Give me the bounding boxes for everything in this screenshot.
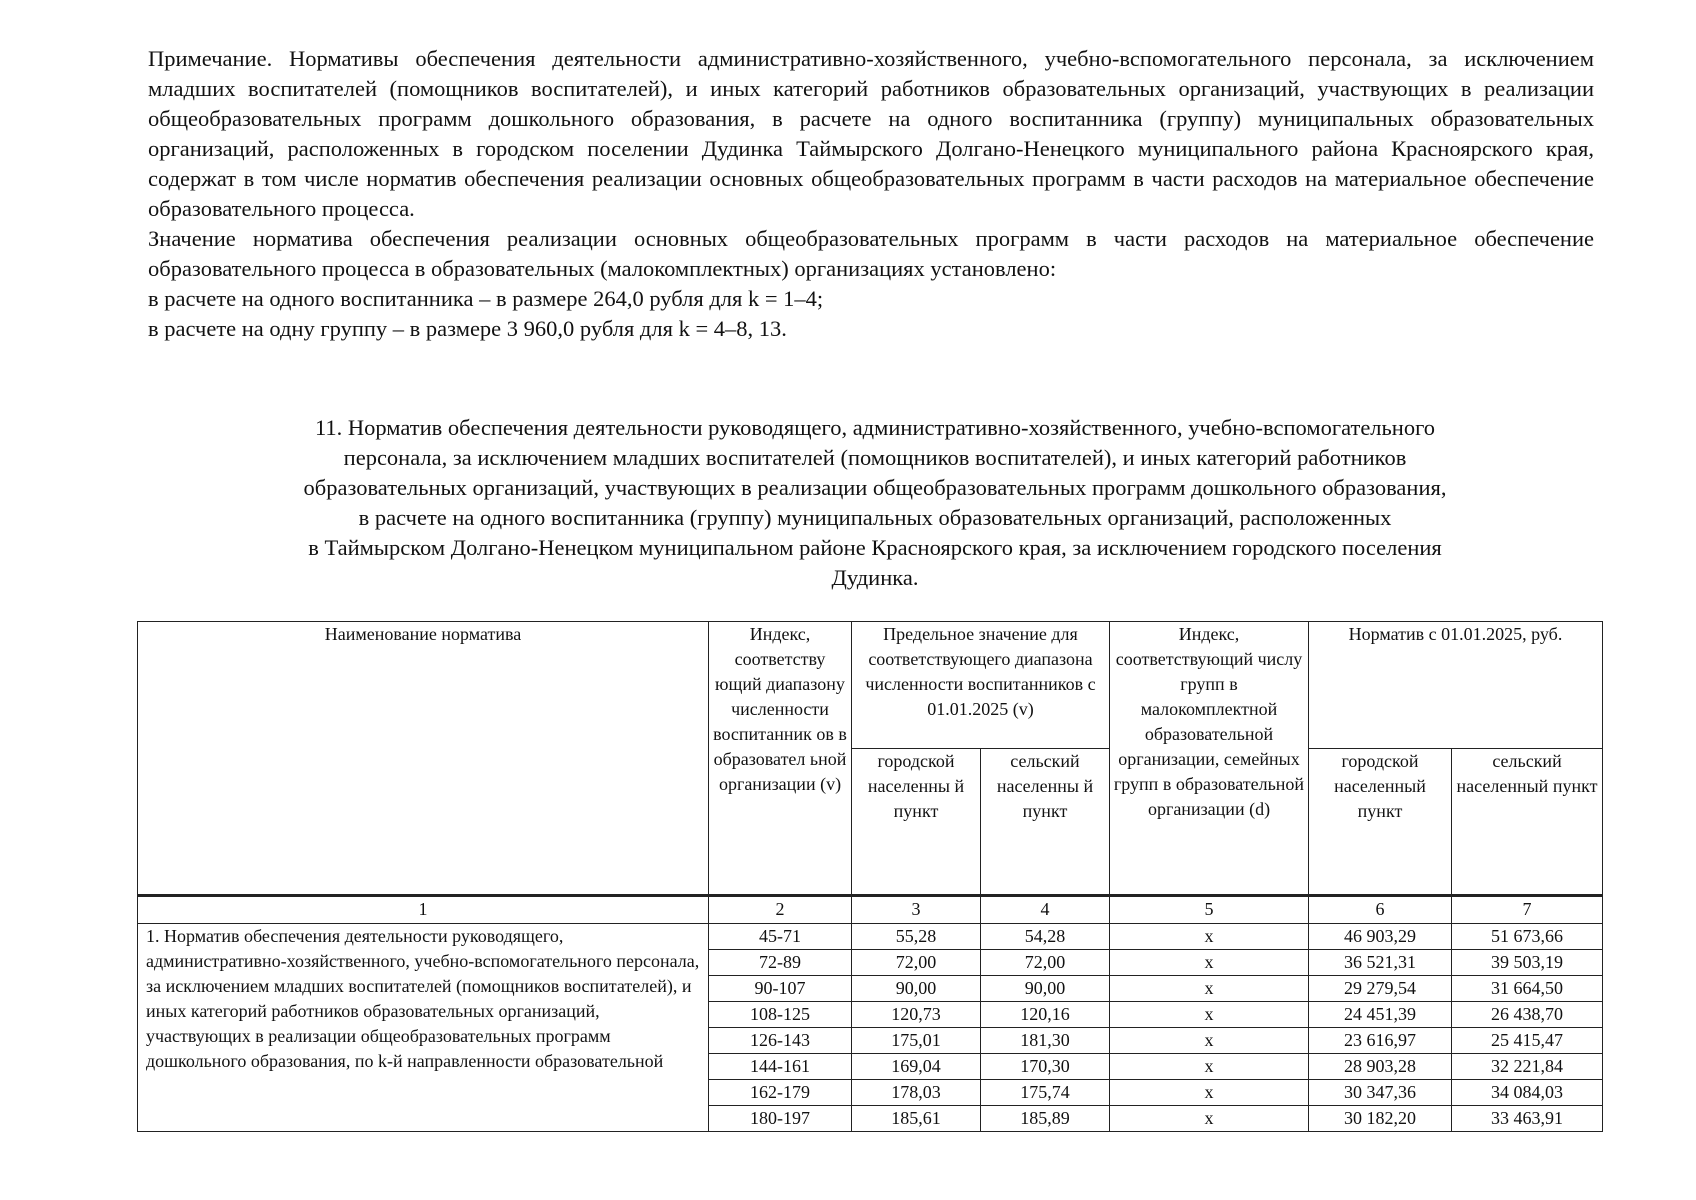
note-paragraph: в расчете на одну группу – в размере 3 960,0 рубля для k = 4–8, 13. (148, 316, 787, 341)
section-title (205, 413, 1545, 593)
cell-index-groups: x (1110, 1028, 1309, 1054)
cell-limit-urban: 185,61 (852, 1106, 981, 1132)
cell-limit-urban: 169,04 (852, 1054, 981, 1080)
header-index-groups: Индекс, соответствующий числу групп в малокомплектной образовательной организации, семейных групп в образовательной организации (d) (1110, 622, 1309, 896)
cell-limit-rural: 90,00 (981, 976, 1110, 1002)
cell-limit-rural: 72,00 (981, 950, 1110, 976)
section-title-line: 11. Норматив обеспечения деятельности руководящего, административно-хозяйственного, учебно-вспомогательного (314, 415, 1436, 440)
cell-index-range: 144-161 (709, 1054, 852, 1080)
cell-norm-rural: 32 221,84 (1452, 1054, 1603, 1080)
cell-limit-rural: 54,28 (981, 924, 1110, 950)
note-block (148, 44, 1594, 344)
cell-norm-rural: 39 503,19 (1452, 950, 1603, 976)
table-row (138, 924, 1603, 950)
cell-index-groups: x (1110, 1080, 1309, 1106)
cell-limit-urban: 120,73 (852, 1002, 981, 1028)
header-norm-urban: городской населенный пункт (1309, 749, 1452, 896)
cell-limit-rural: 181,30 (981, 1028, 1110, 1054)
cell-index-groups: x (1110, 1054, 1309, 1080)
cell-norm-rural: 51 673,66 (1452, 924, 1603, 950)
section-title-line: в расчете на одного воспитанника (группу) муниципальных образовательных организаций, расположенных (358, 505, 1392, 530)
row-name-cell: 1. Норматив обеспечения деятельности руководящего, административно-хозяйственного, учебно-вспомогательного персонала, за исключением младших воспитателей (помощников воспитателей), и иных категорий работников образовательных организаций, участвующих в реализации общеобразовательных программ дошкольного образования, по k-й направленности образовательной (138, 924, 709, 1132)
column-number: 3 (852, 896, 981, 924)
header-index-range: Индекс, соответству ющий диапазону численности воспитанник ов в образовател ьной организации (v) (709, 622, 852, 896)
column-number: 5 (1110, 896, 1309, 924)
cell-limit-urban: 178,03 (852, 1080, 981, 1106)
cell-limit-urban: 175,01 (852, 1028, 981, 1054)
cell-index-groups: x (1110, 1106, 1309, 1132)
cell-index-groups: x (1110, 924, 1309, 950)
header-limit-value: Предельное значение для соответствующего диапазона численности воспитанников с 01.01.2025 (v) (852, 622, 1110, 749)
header-limit-rural: сельский населенны й пункт (981, 749, 1110, 896)
cell-index-range: 72-89 (709, 950, 852, 976)
column-number: 1 (138, 896, 709, 924)
cell-limit-urban: 72,00 (852, 950, 981, 976)
cell-limit-rural: 120,16 (981, 1002, 1110, 1028)
note-paragraph: Примечание. Нормативы обеспечения деятельности административно-хозяйственного, учебно-вспомогательного персонала, за исключением младших воспитателей (помощников воспитателей), и иных категорий работников образовательных организаций, участвующих в реализации общеобразовательных программ дошкольного образования, в расчете на одного воспитанника (группу) муниципальных образовательных организаций, расположенных в городском поселении Дудинка Таймырского Долгано-Ненецкого муниципального района Красноярского края, содержат в том числе норматив обеспечения реализации основных общеобразовательных программ в части расходов на материальное обеспечение образовательного процесса. (148, 46, 1594, 221)
cell-limit-urban: 55,28 (852, 924, 981, 950)
section-title-line: персонала, за исключением младших воспитателей (помощников воспитателей), и иных категорий работников (343, 445, 1407, 470)
cell-limit-rural: 175,74 (981, 1080, 1110, 1106)
column-number: 7 (1452, 896, 1603, 924)
cell-norm-rural: 34 084,03 (1452, 1080, 1603, 1106)
header-row (138, 622, 1603, 749)
cell-norm-urban: 46 903,29 (1309, 924, 1452, 950)
cell-index-range: 180-197 (709, 1106, 852, 1132)
norm-table (137, 621, 1603, 1132)
note-paragraph: Значение норматива обеспечения реализации основных общеобразовательных программ в части расходов на материальное обеспечение образовательного процесса в образовательных (малокомплектных) организациях установлено: (148, 226, 1594, 281)
header-name: Наименование норматива (138, 622, 709, 896)
cell-limit-urban: 90,00 (852, 976, 981, 1002)
cell-index-range: 90-107 (709, 976, 852, 1002)
cell-norm-rural: 31 664,50 (1452, 976, 1603, 1002)
cell-index-range: 108-125 (709, 1002, 852, 1028)
cell-index-range: 45-71 (709, 924, 852, 950)
cell-norm-urban: 28 903,28 (1309, 1054, 1452, 1080)
cell-index-range: 126-143 (709, 1028, 852, 1054)
cell-index-groups: x (1110, 976, 1309, 1002)
section-title-line: Дудинка. (831, 565, 919, 590)
cell-norm-rural: 33 463,91 (1452, 1106, 1603, 1132)
cell-norm-rural: 26 438,70 (1452, 1002, 1603, 1028)
cell-index-range: 162-179 (709, 1080, 852, 1106)
cell-norm-urban: 30 182,20 (1309, 1106, 1452, 1132)
header-norm-rural: сельский населенный пункт (1452, 749, 1603, 896)
column-number-row (138, 896, 1603, 924)
cell-limit-rural: 185,89 (981, 1106, 1110, 1132)
header-limit-urban: городской населенны й пункт (852, 749, 981, 896)
section-title-line: образовательных организаций, участвующих в реализации общеобразовательных программ дошкольного образования, (303, 475, 1447, 500)
cell-norm-urban: 24 451,39 (1309, 1002, 1452, 1028)
note-paragraph: в расчете на одного воспитанника – в размере 264,0 рубля для k = 1–4; (148, 286, 824, 311)
column-number: 4 (981, 896, 1110, 924)
cell-index-groups: x (1110, 950, 1309, 976)
cell-norm-rural: 25 415,47 (1452, 1028, 1603, 1054)
cell-norm-urban: 36 521,31 (1309, 950, 1452, 976)
section-title-line: в Таймырском Долгано-Ненецком муниципальном районе Красноярского края, за исключением городского поселения (308, 535, 1442, 560)
cell-norm-urban: 30 347,36 (1309, 1080, 1452, 1106)
column-number: 6 (1309, 896, 1452, 924)
cell-norm-urban: 23 616,97 (1309, 1028, 1452, 1054)
header-norm: Норматив с 01.01.2025, руб. (1309, 622, 1603, 749)
cell-norm-urban: 29 279,54 (1309, 976, 1452, 1002)
column-number: 2 (709, 896, 852, 924)
cell-limit-rural: 170,30 (981, 1054, 1110, 1080)
cell-index-groups: x (1110, 1002, 1309, 1028)
